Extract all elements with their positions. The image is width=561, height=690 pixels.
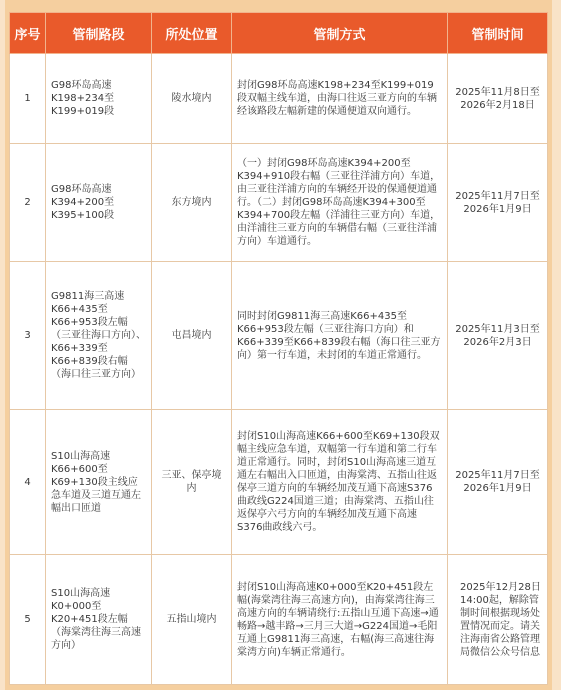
row-location: 陵水境内 [152,54,232,144]
row-segment: S10山海高速K66+600至K69+130段主线应急车道及三道互通左幅出口匝道 [46,410,152,555]
table-row [10,410,548,555]
traffic-control-table [9,12,548,685]
row-num: 4 [10,410,46,555]
row-num: 2 [10,144,46,262]
row-method: 同时封闭G9811海三高速K66+435至K66+953段左幅（三亚往海口方向）和K66+339至K66+839段右幅（海口往三亚方向）第一行车道，未封闭的车道正常通行。 [232,262,448,410]
row-segment: S10山海高速K0+000至K20+451段左幅（海棠湾往海三高速方向） [46,555,152,685]
row-time: 2025年11月7日至2026年1月9日 [448,144,548,262]
row-time: 2025年11月3日至2026年2月3日 [448,262,548,410]
row-method: 封闭G98环岛高速K198+234至K199+019段双幅主线车道，由海口往返三亚方向的车辆经该路段左幅新建的保通便道双向通行。 [232,54,448,144]
row-method: 封闭S10山海高速K66+600至K69+130段双幅主线应急车道，双幅第一行车道和第二行车道正常通行。同时，封闭S10山海高速三道互通左右幅出入口匝道，由海棠湾、五指山往返保亭三道方向的车辆经加茂互通下高速S376曲政线G224国道三道；由海棠湾、五指山往返保亭六弓方向的车辆经加茂互通下高速S376曲政线六弓。 [232,410,448,555]
row-num: 5 [10,555,46,685]
header-num: 序号 [10,13,46,54]
header-location: 所处位置 [152,13,232,54]
row-segment: G98环岛高速K394+200至K395+100段 [46,144,152,262]
row-time: 2025年11月8日至2026年2月18日 [448,54,548,144]
row-num: 3 [10,262,46,410]
table-header-row [10,13,548,54]
header-time: 管制时间 [448,13,548,54]
row-time: 2025年11月7日至2026年1月9日 [448,410,548,555]
row-segment: G9811海三高速K66+435至K66+953段左幅（三亚往海口方向）、K66+339至K66+839段右幅（海口往三亚方向） [46,262,152,410]
row-location: 三亚、保亭境内 [152,410,232,555]
table-row [10,555,548,685]
header-method: 管制方式 [232,13,448,54]
row-location: 东方境内 [152,144,232,262]
header-segment: 管制路段 [46,13,152,54]
row-segment: G98环岛高速K198+234至K199+019段 [46,54,152,144]
table-row [10,144,548,262]
row-time: 2025年12月28日14:00起，解除管制时间根据现场处置情况而定。请关注海南省公路管理局微信公众号信息 [448,555,548,685]
row-method: 封闭S10山海高速K0+000至K20+451段左幅(海棠湾往海三高速方向)，由海棠湾往海三高速方向的车辆请绕行:五指山互通下高速→通畅路→越丰路→三月三大道→G224国道→毛阳互通上G9811海三高速，右幅(海三高速往海棠湾方向)车辆正常通行。 [232,555,448,685]
row-num: 1 [10,54,46,144]
table-row [10,262,548,410]
table-row [10,54,548,144]
row-location: 五指山境内 [152,555,232,685]
row-location: 屯昌境内 [152,262,232,410]
row-method: （一）封闭G98环岛高速K394+200至K394+910段右幅（三亚往洋浦方向）车道，由三亚往洋浦方向的车辆经开设的保通便道通行。（二）封闭G98环岛高速K394+300至K394+700段左幅（洋浦往三亚方向）车道，由洋浦往三亚方向的车辆借右幅（三亚往洋浦方向）车道通行。 [232,144,448,262]
